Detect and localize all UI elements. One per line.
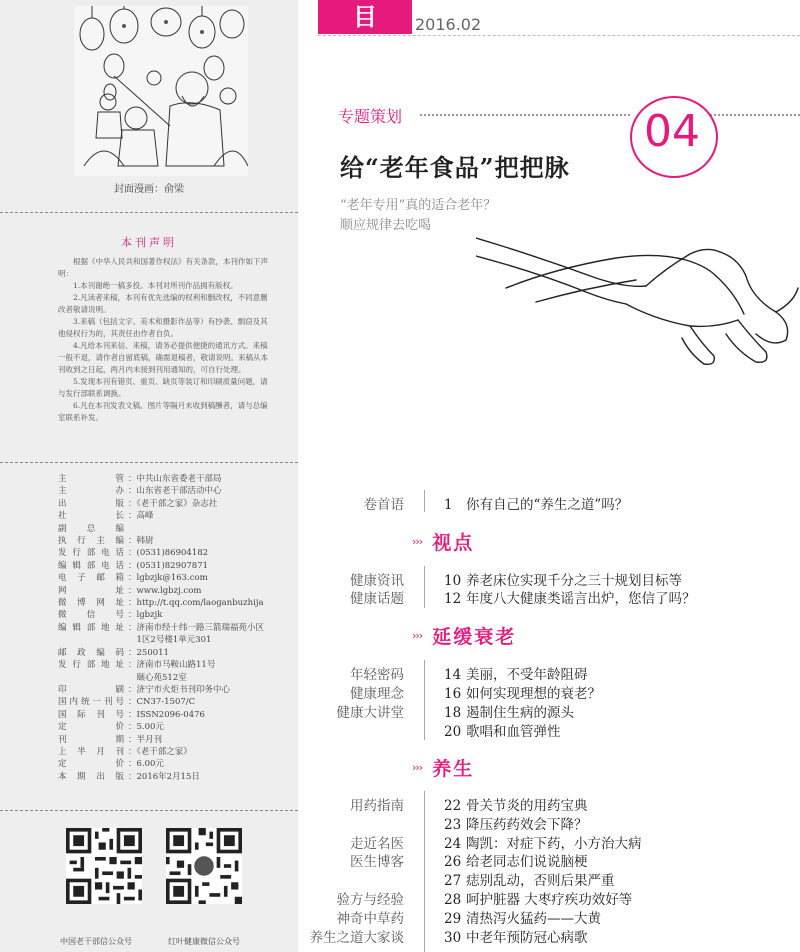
issue-date: 2016.02 [415, 15, 482, 34]
feature-subtitle-line: “老年专用”真的适合老年？ [340, 198, 497, 213]
qr-code-icon[interactable] [166, 828, 242, 904]
toc-category: 验方与经验 [336, 892, 404, 908]
feature-label: 专题策划 [338, 107, 403, 126]
toc-entry[interactable] [444, 794, 588, 814]
cover-caption: 封面漫画：俞梁 [114, 184, 184, 195]
info-value [128, 523, 298, 535]
info-row [58, 523, 298, 535]
info-value: 1区2号楼1单元301 [128, 635, 212, 646]
declaration-paragraph: 3.来稿（包括文字、美术和摄影作品等）有抄袭、剽窃及其他侵权行为的，其责任由作者自负。 [58, 317, 268, 338]
info-key: 定价 [58, 759, 124, 770]
info-value: ：(0531)82907871 [128, 560, 209, 571]
entry-page: 16 [444, 686, 462, 702]
entry-page: 28 [444, 892, 462, 908]
toc-entry[interactable] [444, 663, 588, 683]
toc-entry[interactable] [444, 832, 642, 852]
info-key: 主办 [58, 486, 124, 497]
toc-entry[interactable] [444, 813, 588, 833]
entry-title: 年度八大健康类谣言出炉，您信了吗？ [466, 591, 696, 607]
divider [424, 660, 425, 740]
feature-subtitle-line: 顺应规律去吃喝 [340, 218, 432, 233]
declaration-paragraph: 6.凡在本刊发表文稿、图片等隔月未收到稿酬者，请与总编室联系补发。 [58, 401, 268, 422]
entry-page: 1 [444, 497, 453, 513]
toc-entry[interactable] [444, 888, 632, 908]
left-sidebar [0, 0, 298, 952]
info-value: ：韩尉 [128, 536, 154, 547]
info-value: ：250011 [128, 647, 169, 658]
info-row [58, 709, 298, 721]
toc-category: 卷首语 [363, 497, 404, 513]
declaration-paragraph: 1.本刊谢绝一稿多投。本刊对所刊作品拥有版权。 [73, 281, 238, 290]
info-row [58, 485, 298, 497]
info-value: ：ISSN2096-0476 [128, 709, 205, 720]
declaration-paragraph: 4.凡给本刊来信、来稿，请务必提供便捷的通讯方式。来稿一般不退，请作者自留底稿，确需退稿者，敬请说明。来稿从本刊收到之日起，两月内未接到刊用通知的，可自行处理。 [58, 341, 268, 374]
section-label: 养生 [432, 758, 475, 780]
feature-subtitle [340, 196, 496, 236]
info-key: 执行主编 [58, 536, 124, 547]
info-row [58, 609, 298, 621]
toc-category: 走近名医 [350, 836, 404, 852]
info-row [58, 473, 298, 485]
info-value: ：6.00元 [128, 759, 164, 770]
info-row [58, 634, 298, 646]
info-row [58, 510, 298, 522]
toc-category: 养生之道大家谈 [309, 930, 404, 946]
info-value: ：中共山东省委老干部局 [128, 474, 222, 484]
info-row [58, 758, 298, 770]
toc-entry[interactable] [444, 587, 696, 607]
feature-page-number[interactable]: 04 [644, 106, 700, 157]
info-row [58, 647, 298, 659]
section-arrow-icon: ››› [412, 629, 423, 642]
info-key: 副总编 [58, 523, 124, 534]
info-row [58, 535, 298, 547]
dotted-divider [710, 114, 800, 116]
info-value: ：高峰 [128, 511, 154, 522]
toc-category: 健康资讯 [350, 573, 404, 589]
info-row [58, 684, 298, 696]
divider [424, 566, 425, 608]
entry-page: 14 [444, 667, 462, 683]
info-key: 印刷 [58, 684, 124, 695]
entry-title: 痣别乱动，否则后果严重 [466, 873, 615, 889]
info-key: 编辑部电话 [58, 560, 124, 571]
info-value: ：半月刊 [128, 734, 163, 745]
entry-title: 呵护脏器 大枣疗疾功效好等 [466, 892, 633, 908]
entry-title: 养老床位实现千分之三十规划目标等 [466, 573, 682, 589]
divider [424, 791, 425, 952]
entry-title: 遏制住生病的源头 [466, 705, 574, 721]
toc-category: 健康理念 [350, 686, 404, 702]
section-label: 延缓衰老 [432, 626, 517, 648]
info-key: 本期出版 [58, 771, 124, 782]
entry-title: 给老同志们说说脑梗 [466, 854, 588, 870]
info-row [58, 560, 298, 572]
entry-page: 27 [444, 873, 462, 889]
qr-caption: 中国老干部信公众号 [60, 937, 132, 946]
info-value: ：济宁市火炬书刊印务中心 [128, 684, 231, 695]
qr-code-icon[interactable] [66, 828, 142, 904]
dotted-divider [420, 114, 630, 116]
info-key [58, 672, 124, 684]
entry-page: 20 [444, 724, 462, 740]
entry-page: 29 [444, 911, 462, 927]
info-key: 发行部电话 [58, 548, 124, 559]
feature-title[interactable]: 给“老年食品”把把脉 [340, 153, 570, 182]
info-row [58, 597, 298, 609]
info-row [58, 721, 298, 733]
info-row [58, 547, 298, 559]
toc-entry[interactable] [444, 850, 588, 870]
entry-page: 30 [444, 930, 462, 946]
info-key: 网址 [58, 585, 124, 596]
declaration-paragraph: 5.发现本刊有错页、重页、缺页等装订和印刷质量问题，请与发行部联系调换。 [58, 377, 268, 398]
entry-page: 26 [444, 854, 462, 870]
info-row [58, 696, 298, 708]
info-key: 社长 [58, 511, 124, 522]
toc-category: 年轻密码 [350, 667, 404, 683]
info-key: 刊期 [58, 734, 124, 745]
entry-title: 降压药药效会下降？ [466, 817, 588, 833]
publication-info [58, 473, 298, 783]
toc-entry[interactable] [444, 701, 574, 721]
toc-entry[interactable] [444, 720, 561, 740]
divider [318, 35, 800, 36]
entry-title: 你有自己的“养生之道”吗？ [466, 497, 629, 513]
info-key: 主管 [58, 474, 124, 484]
entry-title: 中老年预防冠心病歌 [466, 930, 588, 946]
cover-illustration [74, 6, 248, 176]
section-arrow-icon: ››› [412, 535, 423, 548]
info-row [58, 771, 298, 783]
entry-title: 美丽，不受年龄阻碍 [466, 667, 588, 683]
info-key: 国内统一刊号 [58, 697, 124, 708]
entry-title: 骨关节炎的用药宝典 [466, 798, 588, 814]
info-key: 微信号 [58, 610, 124, 621]
info-key: 上半月刊 [58, 746, 124, 757]
declaration-title: 本刊声明 [121, 236, 177, 249]
info-key: 电子邮箱 [58, 573, 124, 584]
section-label: 视点 [432, 532, 475, 554]
info-value: ：《老干部之家》杂志社 [128, 498, 218, 509]
info-value: ：(0531)86904182 [128, 548, 209, 559]
toc-category: 神奇中草药 [336, 911, 404, 927]
entry-title: 陶凯：对症下药，小方治大病 [466, 836, 642, 852]
divider [0, 212, 298, 213]
info-key: 国际刊号 [58, 709, 124, 720]
info-row [58, 659, 298, 671]
info-value: ：山东省老干部活动中心 [128, 486, 222, 497]
toc-category: 健康大讲堂 [336, 705, 404, 721]
info-key: 出版 [58, 498, 124, 509]
info-value: ：http://t.qq.com/laoganbuzhija [128, 598, 264, 609]
toc-entry[interactable] [444, 907, 601, 927]
entry-page: 22 [444, 798, 462, 814]
entry-page: 18 [444, 705, 462, 721]
divider [0, 810, 298, 811]
toc-entry[interactable] [444, 493, 628, 513]
info-key: 编辑部地址 [58, 622, 124, 633]
toc-entry[interactable] [444, 682, 601, 702]
info-key: 发行部地址 [58, 660, 124, 671]
info-key: 定价 [58, 722, 124, 733]
info-value: ：lgbzjk@163.com [128, 573, 208, 584]
info-key: 邮政编码 [58, 647, 124, 658]
entry-title: 清热泻火猛药——大黄 [466, 911, 601, 927]
entry-page: 23 [444, 817, 462, 833]
entry-page: 24 [444, 836, 462, 852]
info-row [58, 622, 298, 634]
divider [424, 490, 425, 512]
info-row [58, 672, 298, 684]
toc-category: 健康话题 [350, 591, 404, 607]
info-value: ：www.lgbzj.com [128, 585, 202, 596]
info-row [58, 498, 298, 510]
entry-page: 10 [444, 573, 462, 589]
info-value: ：5.00元 [128, 722, 164, 733]
qr-caption: 红叶健康微信公众号 [168, 937, 240, 946]
declaration-text [58, 256, 274, 424]
info-value: 颐心苑512室 [128, 672, 187, 683]
toc-category: 医生博客 [350, 854, 404, 870]
info-key: 微博网址 [58, 598, 124, 609]
info-value: ：2016年2月15日 [128, 771, 200, 782]
info-value: ：lgbzjk [128, 610, 163, 621]
section-arrow-icon: ››› [412, 761, 423, 774]
info-row [58, 585, 298, 597]
section-header [412, 754, 474, 781]
toc-entry[interactable] [444, 569, 682, 589]
info-value: ：济南市马鞍山路11号 [128, 660, 216, 671]
info-row [58, 572, 298, 584]
section-header [412, 622, 516, 649]
info-value: ：济南市经十纬一路三箭瑞福苑小区 [128, 622, 265, 633]
section-header [412, 528, 474, 555]
info-value: ：《老干部之家》 [128, 746, 192, 757]
declaration-paragraph: 2.凡读者来稿，本刊有优先选编的权利和删改权，不同意删改者敬请说明。 [58, 293, 268, 314]
toc-entry[interactable] [444, 869, 615, 889]
divider [0, 462, 298, 463]
toc-heading: 目 录 [318, 0, 412, 34]
pulse-hand-illustration [476, 228, 800, 368]
info-row [58, 746, 298, 758]
info-key [58, 634, 124, 646]
info-row [58, 734, 298, 746]
entry-title: 歌唱和血管弹性 [466, 724, 561, 740]
toc-category: 用药指南 [350, 798, 404, 814]
declaration-paragraph: 根据《中华人民共和国著作权法》有关条款，本刊作如下声明： [58, 257, 268, 278]
toc-entry[interactable] [444, 926, 588, 946]
entry-title: 如何实现理想的衰老？ [466, 686, 601, 702]
entry-page: 12 [444, 591, 462, 607]
info-value: ：CN37-1507/C [128, 697, 196, 708]
